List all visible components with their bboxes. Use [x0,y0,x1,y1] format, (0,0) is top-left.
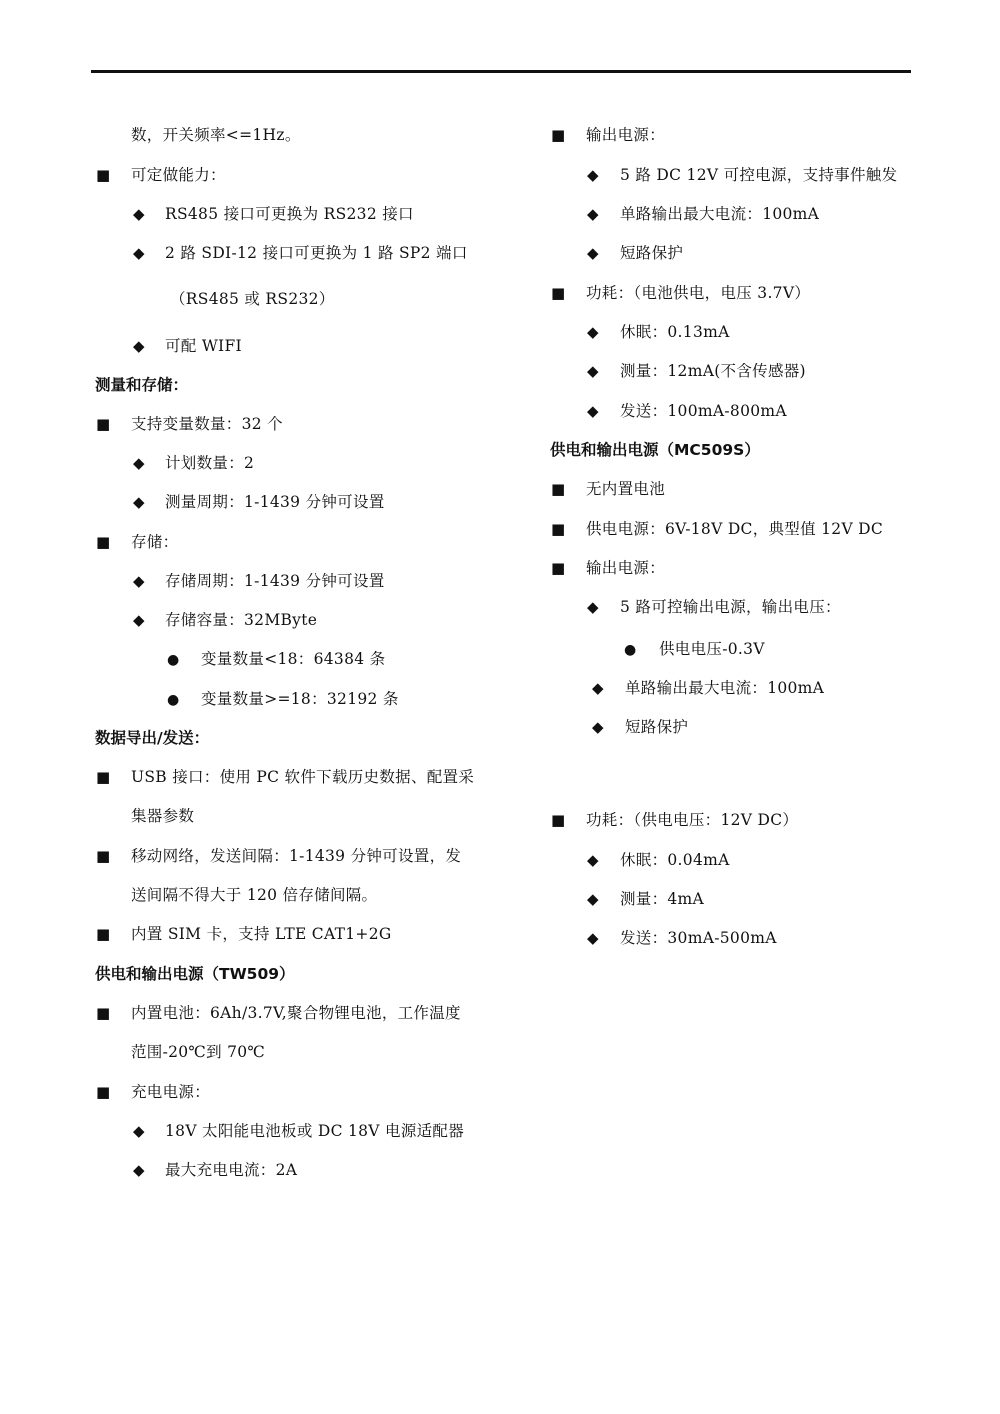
output-label: 输出电源： [586,126,666,144]
output2-voltage: 供电电压-0.3V [659,640,765,658]
diamond-bullet-icon [587,321,599,343]
diamond-bullet-icon [587,242,599,264]
plan-count: 计划数量：2 [165,454,255,472]
square-bullet-icon [96,845,110,867]
consumption2-item: 发送：30mA-500mA [620,929,777,947]
diamond-bullet-icon [587,360,599,382]
diamond-bullet-icon [133,570,145,592]
diamond-bullet-icon [587,888,599,910]
diamond-bullet-icon [587,203,599,225]
square-bullet-icon [96,1081,110,1103]
diamond-bullet-icon [133,491,145,513]
output-item: 单路输出最大电流：100mA [620,205,820,223]
usb-line-2: 集器参数 [131,807,195,825]
consumption-item: 休眠：0.13mA [620,323,730,341]
square-bullet-icon [96,164,110,186]
section-heading-export: 数据导出/发送： [95,729,210,747]
supply-text: 供电电源：6V-18V DC，典型值 12V DC [586,520,884,538]
diamond-bullet-icon [592,677,604,699]
square-bullet-icon [96,1002,110,1024]
storage-period: 存储周期：1-1439 分钟可设置 [165,572,385,590]
diamond-bullet-icon [587,849,599,871]
diamond-bullet-icon [587,927,599,949]
square-bullet-icon [96,766,110,788]
diamond-bullet-icon [587,164,599,186]
charge-source: 18V 太阳能电池板或 DC 18V 电源适配器 [165,1122,465,1140]
vars-label: 支持变量数量：32 个 [131,415,283,433]
diamond-bullet-icon [133,1120,145,1142]
sim-text: 内置 SIM 卡，支持 LTE CAT1+2G [131,925,392,943]
custom-label: 可定做能力： [131,166,226,184]
consumption2-item: 休眠：0.04mA [620,851,730,869]
dot-bullet-icon [167,688,179,710]
consumption2-label: 功耗：（供电电压：12V DC） [586,811,799,829]
diamond-bullet-icon [133,335,145,357]
storage-capacity: 存储容量：32MByte [165,611,318,629]
usb-line-1: USB 接口：使用 PC 软件下载历史数据、配置采 [131,768,475,786]
mobile-line-2: 送间隔不得大于 120 倍存储间隔。 [131,886,378,904]
diamond-bullet-icon [133,242,145,264]
output2-label: 输出电源： [586,559,666,577]
vars-lt18: 变量数量<18：64384 条 [201,650,386,668]
measure-period: 测量周期：1-1439 分钟可设置 [165,493,385,511]
output-item: 5 路 DC 12V 可控电源，支持事件触发 [620,166,898,184]
charge-max: 最大充电电流：2A [165,1161,298,1179]
diamond-bullet-icon [587,400,599,422]
section-heading-power-tw509: 供电和输出电源（TW509） [95,965,295,983]
header-rule [91,70,911,73]
diamond-bullet-icon [592,716,604,738]
consumption-label: 功耗：（电池供电，电压 3.7V） [586,284,811,302]
square-bullet-icon [551,518,565,540]
storage-label: 存储： [131,533,179,551]
dot-bullet-icon [167,648,179,670]
square-bullet-icon [96,531,110,553]
custom-item: 可配 WIFI [165,337,242,355]
output2-short: 短路保护 [625,718,689,736]
continued-text: 数，开关频率<=1Hz。 [131,126,301,144]
no-battery: 无内置电池 [586,480,666,498]
output-item: 短路保护 [620,244,684,262]
section-heading-measure: 测量和存储： [95,376,189,394]
consumption-item: 发送：100mA-800mA [620,402,787,420]
vars-ge18: 变量数量>=18：32192 条 [201,690,399,708]
custom-item: 2 路 SDI-12 接口可更换为 1 路 SP2 端口 [165,244,468,262]
square-bullet-icon [551,478,565,500]
custom-item-cont: （RS485 或 RS232） [170,290,335,308]
square-bullet-icon [551,809,565,831]
consumption-item: 测量：12mA(不含传感器) [620,362,806,380]
consumption2-item: 测量：4mA [620,890,705,908]
square-bullet-icon [551,557,565,579]
battery-line-2: 范围-20℃到 70℃ [131,1043,266,1061]
diamond-bullet-icon [133,452,145,474]
custom-item: RS485 接口可更换为 RS232 接口 [165,205,414,223]
charge-label: 充电电源： [131,1083,211,1101]
section-heading-power-mc509s: 供电和输出电源（MC509S） [550,441,760,459]
output2-max: 单路输出最大电流：100mA [625,679,825,697]
output2-controllable: 5 路可控输出电源，输出电压： [620,598,841,616]
battery-line-1: 内置电池：6Ah/3.7V,聚合物锂电池，工作温度 [131,1004,461,1022]
square-bullet-icon [96,923,110,945]
dot-bullet-icon [624,638,636,660]
mobile-line-1: 移动网络，发送间隔：1-1439 分钟可设置，发 [131,847,462,865]
diamond-bullet-icon [133,203,145,225]
square-bullet-icon [551,282,565,304]
square-bullet-icon [551,124,565,146]
square-bullet-icon [96,413,110,435]
diamond-bullet-icon [133,1159,145,1181]
diamond-bullet-icon [587,596,599,618]
diamond-bullet-icon [133,609,145,631]
